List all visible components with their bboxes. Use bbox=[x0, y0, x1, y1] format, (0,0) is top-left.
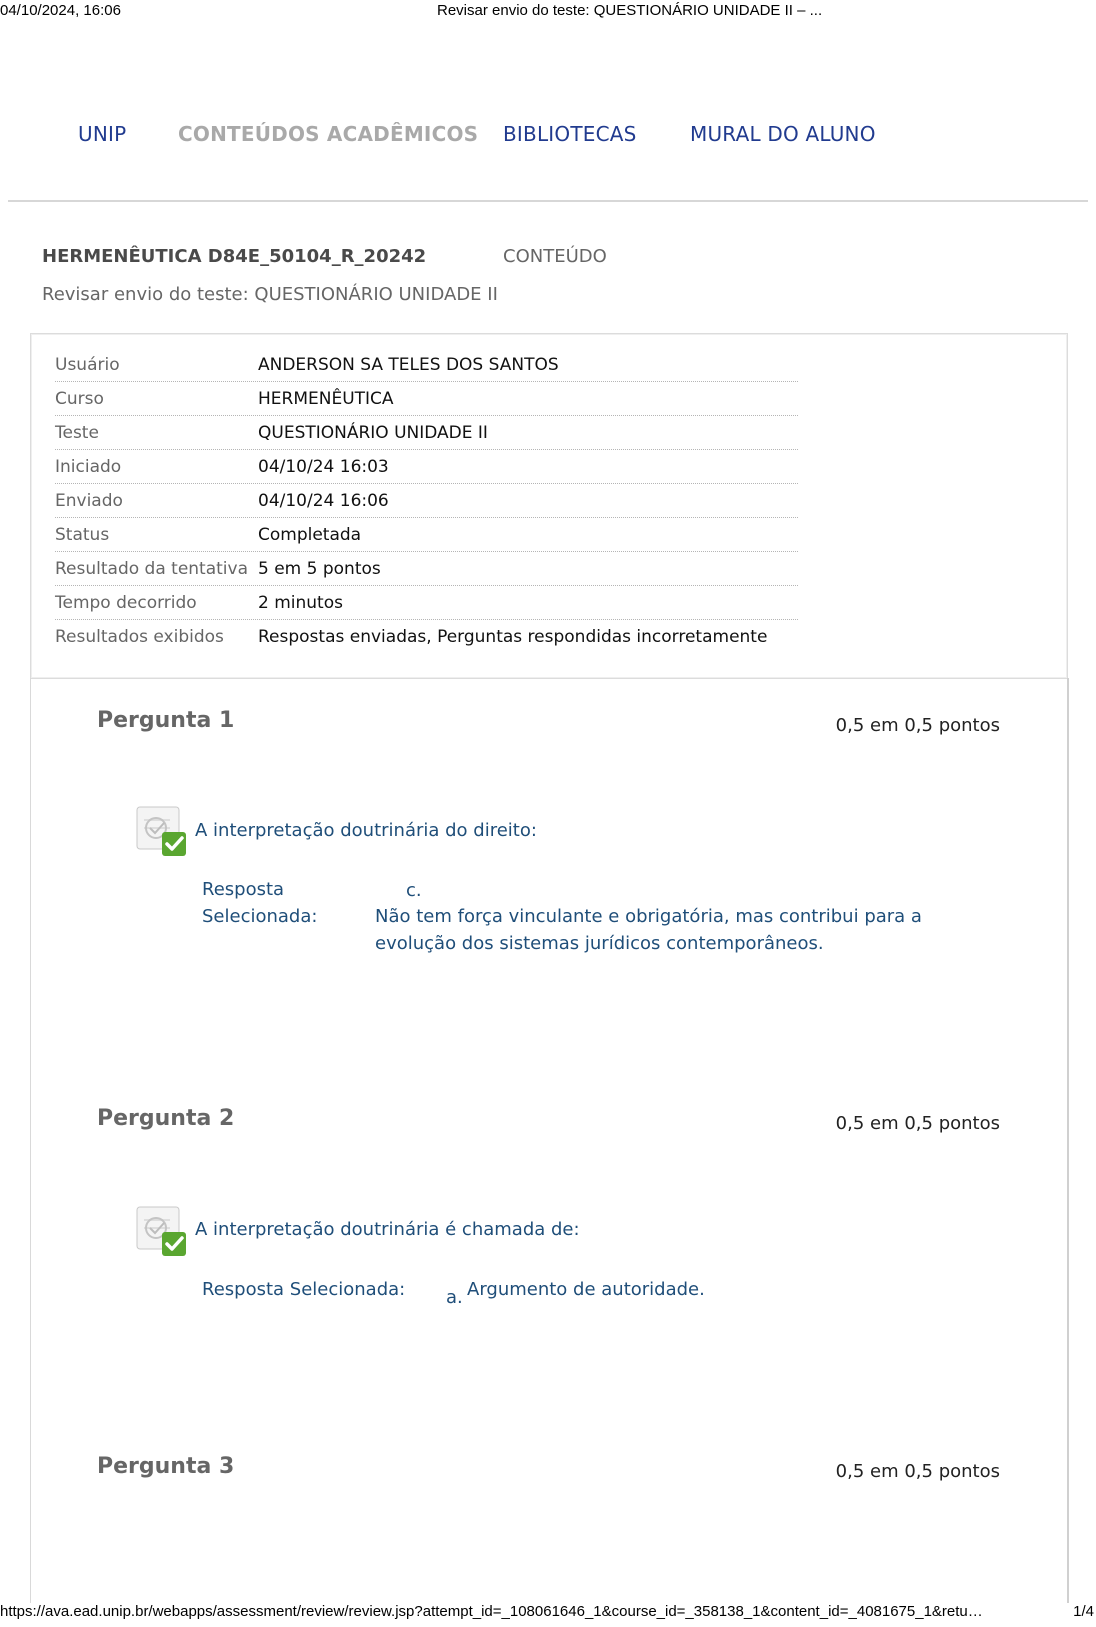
question-2-points: 0,5 em 0,5 pontos bbox=[835, 1113, 1000, 1134]
summary-row-usuario bbox=[55, 347, 798, 382]
attempt-summary bbox=[30, 333, 1068, 679]
summary-row-resultado bbox=[55, 551, 798, 586]
nav-unip[interactable]: UNIP bbox=[78, 122, 127, 146]
question-3-points: 0,5 em 0,5 pontos bbox=[835, 1461, 1000, 1482]
answer-letter: c. bbox=[406, 880, 422, 901]
question-1-points: 0,5 em 0,5 pontos bbox=[835, 715, 1000, 736]
answer-text: Não tem força vinculante e obrigatória, mas contribui para a evolução dos sistemas jurídicos contemporâneos. bbox=[375, 906, 922, 954]
question-3-title: Pergunta 3 bbox=[97, 1454, 235, 1479]
summary-row-tempo bbox=[55, 585, 798, 620]
summary-row-status bbox=[55, 517, 798, 552]
correct-check-icon bbox=[136, 1206, 188, 1258]
summary-key: Status bbox=[55, 525, 110, 545]
breadcrumb-course[interactable]: HERMENÊUTICA D84E_50104_R_20242 bbox=[42, 246, 427, 267]
summary-value: QUESTIONÁRIO UNIDADE II bbox=[258, 423, 488, 443]
summary-key: Enviado bbox=[55, 491, 123, 511]
answer-label: Selecionada: bbox=[202, 906, 318, 927]
summary-row-enviado bbox=[55, 483, 798, 518]
summary-value: Completada bbox=[258, 525, 362, 545]
nav-bibliotecas[interactable]: BIBLIOTECAS bbox=[503, 122, 637, 146]
summary-value: 04/10/24 16:03 bbox=[258, 457, 389, 477]
nav-conteudos-academicos[interactable]: CONTEÚDOS ACADÊMICOS bbox=[178, 122, 479, 146]
answer-label: Resposta Selecionada: bbox=[202, 1279, 406, 1300]
summary-row-iniciado bbox=[55, 449, 798, 484]
summary-value: 2 minutos bbox=[258, 593, 343, 613]
summary-key: Curso bbox=[55, 389, 104, 409]
answer-text: Argumento de autoridade. bbox=[467, 1279, 705, 1300]
nav-divider bbox=[8, 200, 1088, 202]
correct-check-icon bbox=[136, 806, 188, 858]
print-header bbox=[0, 2, 1096, 22]
summary-value: 5 em 5 pontos bbox=[258, 559, 381, 579]
print-footer bbox=[0, 1603, 1096, 1623]
page-title: Revisar envio do teste: QUESTIONÁRIO UNIDADE II bbox=[42, 284, 498, 305]
summary-value: Respostas enviadas, Perguntas respondidas incorretamente bbox=[258, 627, 768, 647]
question-1-title: Pergunta 1 bbox=[97, 708, 235, 733]
answer-letter: a. bbox=[446, 1287, 463, 1308]
nav-mural-do-aluno[interactable]: MURAL DO ALUNO bbox=[690, 122, 876, 146]
summary-value: HERMENÊUTICA bbox=[258, 389, 394, 409]
summary-key: Iniciado bbox=[55, 457, 122, 477]
summary-key: Resultado da tentativa bbox=[55, 559, 249, 579]
summary-row-resultados-exibidos bbox=[55, 619, 798, 653]
summary-row-teste bbox=[55, 415, 798, 450]
question-1-text: A interpretação doutrinária do direito: bbox=[195, 820, 537, 841]
print-page-title: Revisar envio do teste: QUESTIONÁRIO UNIDADE II – ... bbox=[437, 2, 823, 19]
summary-key: Teste bbox=[55, 423, 99, 443]
breadcrumb-content[interactable]: CONTEÚDO bbox=[503, 246, 607, 267]
print-url: https://ava.ead.unip.br/webapps/assessment/review/review.jsp?attempt_id=_108061646_1&course_id=_358138_1&content_id=_4081675_1&retu… bbox=[0, 1603, 983, 1620]
print-date: 04/10/2024, 16:06 bbox=[0, 2, 121, 19]
summary-key: Tempo decorrido bbox=[55, 593, 197, 613]
print-page-number: 1/4 bbox=[1073, 1603, 1094, 1620]
summary-key: Resultados exibidos bbox=[55, 627, 224, 647]
answer-label: Resposta bbox=[202, 879, 285, 900]
summary-value: ANDERSON SA TELES DOS SANTOS bbox=[258, 355, 559, 375]
summary-row-curso bbox=[55, 381, 798, 416]
summary-key: Usuário bbox=[55, 355, 120, 375]
question-2-title: Pergunta 2 bbox=[97, 1106, 235, 1131]
summary-value: 04/10/24 16:06 bbox=[258, 491, 389, 511]
question-2-text: A interpretação doutrinária é chamada de: bbox=[195, 1219, 580, 1240]
